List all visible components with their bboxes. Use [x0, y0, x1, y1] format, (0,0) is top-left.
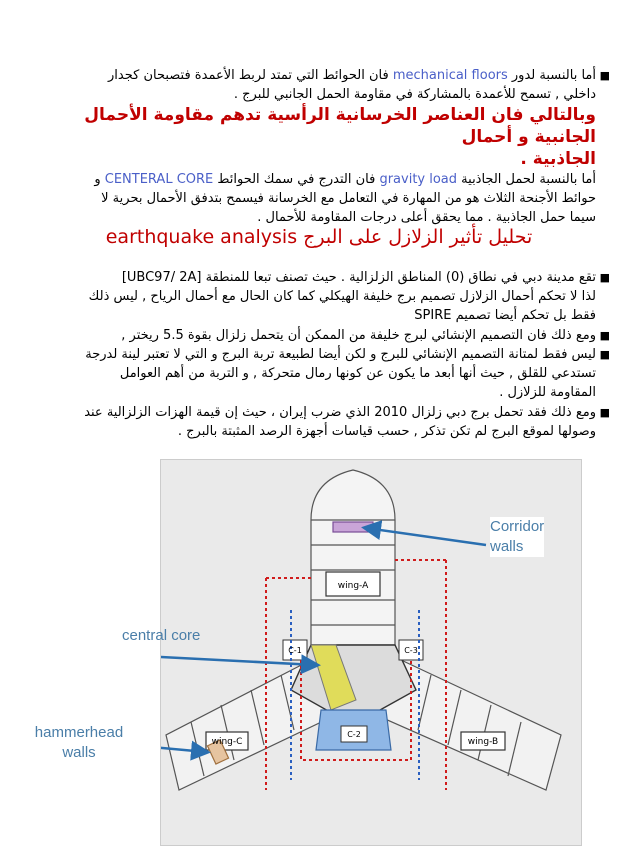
wing-c-label: wing-C	[211, 737, 243, 747]
text-line: داخلي , تسمح للأعمدة بالمشاركة في مقاومة الحمل الجانبي للبرج .	[233, 87, 596, 102]
text-en: gravity load	[379, 172, 458, 187]
text: و	[94, 172, 101, 187]
highlight-line: الجاذبية .	[520, 149, 596, 169]
bullet-iran-2010	[60, 403, 610, 441]
c2-label: C-2	[347, 730, 361, 739]
text-line: حوائط الأجنحة الثلاث هو من المهارة في التعامل مع الخرسانة فيسمح بتدفق الأحمال بحرية لا	[101, 191, 596, 206]
bullet-earthquake-zone	[60, 268, 610, 325]
bullet-icon: ■	[599, 69, 610, 82]
text-line: ومع ذلك فقد تحمل برج دبي زلزال 2010 الذي ضرب إيران ، حيث إن قيمة الهزات الزلزالية عند	[84, 405, 596, 420]
text-en: CENTERAL CORE	[104, 172, 214, 187]
text: أما بالنسبة لدور	[511, 68, 596, 83]
text: فقط بل تحكم أيضا تصميم	[455, 308, 596, 323]
paragraph-mechanical-floors	[60, 66, 610, 227]
section-heading	[0, 226, 638, 248]
wing-a-label: wing-A	[337, 581, 369, 591]
text-line: ليس فقط لمتانة التصميم الإنشائي للبرج و لكن أيضا لطبيعة تربة البرج و التي لا تعتبر لينة لدرجة	[85, 347, 596, 362]
central-core-label: central core	[122, 627, 201, 644]
bullet-icon: ■	[599, 329, 610, 342]
bullet-soil	[60, 345, 610, 402]
text-line: تستدعي للقلق , حيث أنها أبعد ما يكون عن كونها رمال متحركة , و التربة من أهم العوامل	[119, 366, 596, 381]
text-line: المقاومة للزلازل .	[499, 385, 596, 400]
text: فان الحوائط التي تمتد لربط الأعمدة فتصبحان كجدار	[108, 68, 389, 83]
label-line: Corridor	[490, 518, 545, 535]
c1-label: C-1	[288, 646, 302, 655]
text: أما بالنسبة لحمل الجاذبية	[461, 172, 596, 187]
hammerhead-walls-label	[0, 723, 158, 763]
heading-en: earthquake analysis	[105, 226, 298, 248]
text: تقع مدينة دبي في نطاق (0) المناطق الزلزالية . حيث تصنف تبعا للمنطقة	[205, 270, 596, 285]
text-en: mechanical floors	[392, 68, 508, 83]
bullet-richter	[60, 326, 610, 345]
wing-a-shape	[311, 470, 395, 645]
wing-b-label: wing-B	[467, 737, 499, 747]
label-line: walls	[62, 744, 96, 761]
text-en: SPIRE	[414, 308, 452, 323]
text: فان التدرج في سمك الحوائط	[217, 172, 376, 187]
text-en: [UBC97/ 2A]	[121, 270, 202, 285]
bullet-icon: ■	[599, 271, 610, 284]
highlight-line: وبالتالي فان العناصر الخرسانية الرأسية تدهم مقاومة الأحمال الجانبية و أحمال	[84, 105, 596, 147]
bullet-icon: ■	[599, 348, 610, 361]
text-line: وصولها لموقع البرج لم تكن تذكر , حسب قياسات أجهزة الرصد المثبتة بالبرج .	[177, 424, 596, 439]
text-line: ومع ذلك فان التصميم الإنشائي لبرج خليفة من الممكن أن يتحمل زلزال بقوة 5.5 ريختر ,	[121, 328, 596, 343]
c3-label: C-3	[404, 646, 418, 655]
label-line: hammerhead	[34, 724, 124, 741]
corridor-walls-label	[490, 517, 544, 557]
text-line: لذا لا تحكم أحمال الزلازل تصميم برج خليفة الهيكلي كما كان الحال مع أحمال الرياح , ليس ذلك	[88, 289, 596, 304]
text-line: سيما حمل الجاذبية . مما يحقق أعلى درجات المقاومة للأحمال .	[257, 210, 596, 225]
label-line: walls	[490, 538, 524, 555]
bullet-icon: ■	[599, 406, 610, 419]
heading-ar: تحليل تأثير الزلازل على البرج	[303, 226, 533, 248]
